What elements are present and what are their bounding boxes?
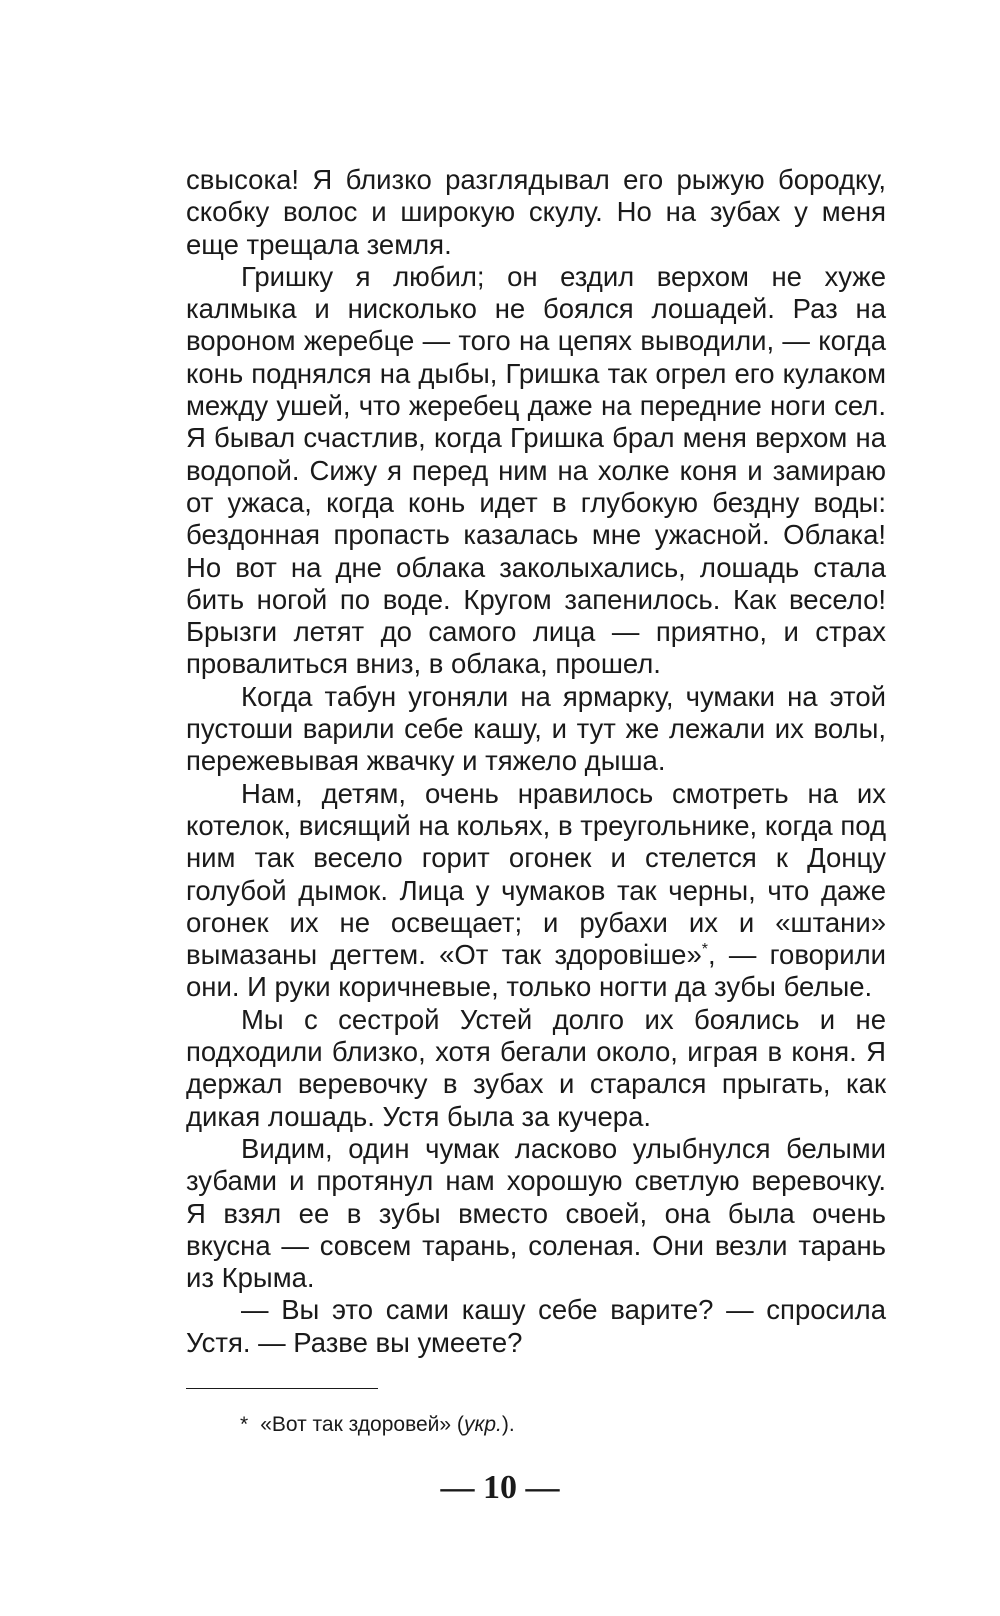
page-number: — 10 — — [440, 1469, 560, 1506]
footnote-mark: * — [240, 1413, 249, 1436]
paragraph-1: свысока! Я близко разглядывал его рыжую бородку, скобку волос и широкую скулу. Но на зубах у меня еще трещала земля. — [186, 164, 886, 260]
paragraph-7: — Вы это сами кашу себе варите? — спросила Устя. — Разве вы умеете? — [186, 1294, 886, 1358]
paragraph-4 — [186, 778, 886, 1004]
paragraph-6: Видим, один чумак ласково улыбнулся белыми зубами и протянул нам хорошую светлую веревочку. Я взял ее в зубы вместо своей, она была очень вкусна — совсем тарань, соленая. Они везли тарань из Крыма. — [186, 1132, 886, 1294]
paragraph-3: Когда табун угоняли на ярмарку, чумаки на этой пустоши варили себе кашу, и тут же лежали их волы, пережевывая жвачку и тяжело дыша. — [186, 680, 886, 777]
footnote-divider — [186, 1388, 378, 1389]
footnote — [240, 1412, 515, 1438]
paragraph-4-text-after-note: , — говорили они. И руки коричневые, только ногти да зубы белые. — [186, 939, 886, 1003]
footnote-closing: ). — [501, 1413, 515, 1436]
paragraph-2: Гришку я любил; он ездил верхом не хуже калмыка и нисколько не боялся лошадей. Раз на вороном жеребце — того на цепях выводили, — когда конь поднялся на дыбы, Гришка так огрел его кулаком между ушей, что жеребец даже на передние ноги сел. Я бывал счастлив, когда Гришка брал меня верхом на водопой. Сижу я перед ним на холке коня и замираю от ужаса, когда конь идет в глубокую бездну воды: бездонная пропасть казалась мне ужасной. Облака! Но вот на дне облака заколыхались, лошадь стала бить ногой по воде. Кругом запенилось. Как весело! Брызги летят до самого лица — приятно, и страх провалиться вниз, в облака, прошел. — [186, 260, 886, 680]
paragraph-4-text-before-note: Нам, детям, очень нравилось смотреть на их котелок, висящий на кольях, в треугольнике, когда под ним так весело горит огонек и стелется к Донцу голубой дымок. Лица у чумаков так черны, что даже огонек их не освещает; и рубахи их и «штани» вымазаны дегтем. «От так здоровіше» — [186, 777, 886, 971]
footnote-text: «Вот так здоровей» ( — [260, 1413, 464, 1436]
footnote-reference-mark: * — [701, 941, 708, 959]
body-text — [186, 164, 886, 1359]
footnote-language-abbr: укр. — [463, 1413, 502, 1436]
paragraph-5: Мы с сестрой Устей долго их боялись и не подходили близко, хотя бегали около, играя в коня. Я держал веревочку в зубах и старался прыгать, как дикая лошадь. Устя была за кучера. — [186, 1003, 886, 1132]
